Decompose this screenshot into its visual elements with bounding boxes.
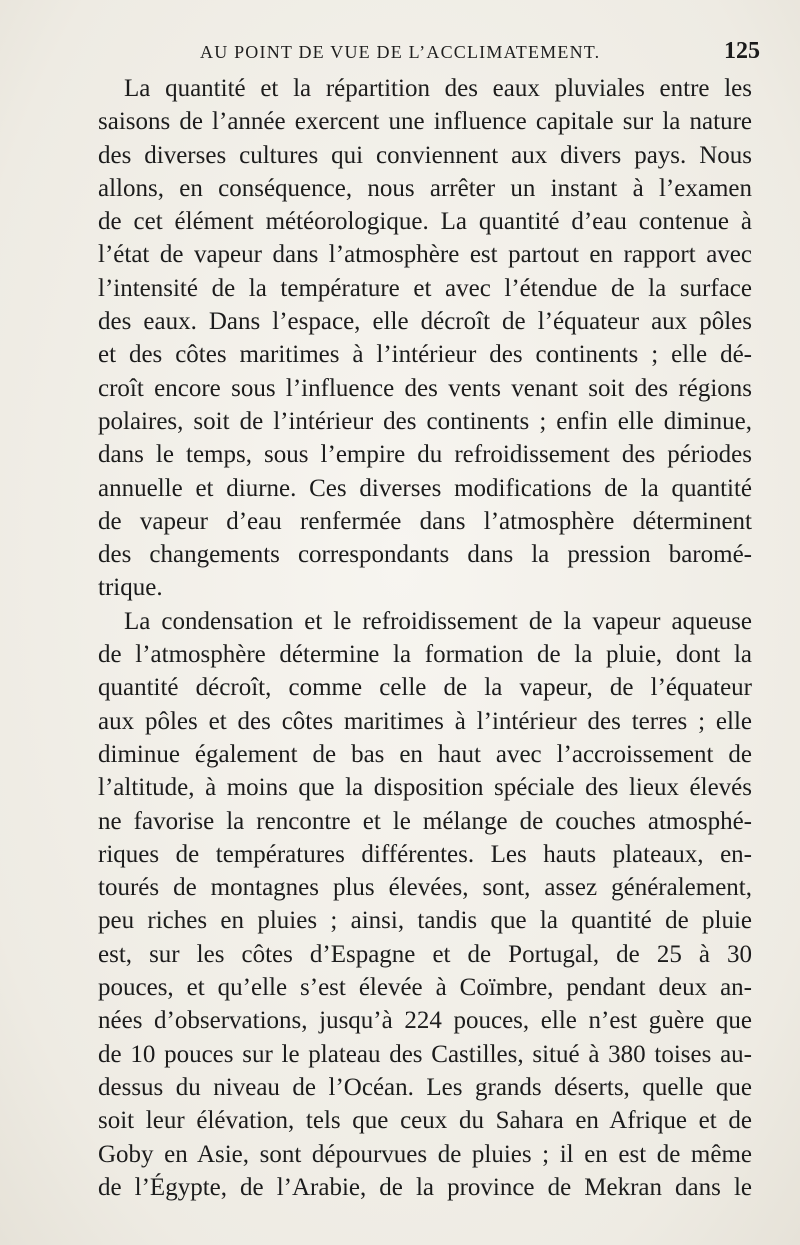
paragraph-1 <box>98 72 752 605</box>
text-line: Goby en Asie, sont dépourvues de pluies ; il en est de même <box>98 1140 752 1168</box>
text-line: des diverses cultures qui conviennent aux divers pays. Nous <box>98 141 752 169</box>
text-line: de l’atmosphère détermine la formation de la pluie, dont la <box>98 641 752 669</box>
running-title: AU POINT DE VUE DE L’ACCLIMATEMENT. <box>200 42 601 62</box>
body-text <box>98 72 752 1204</box>
text-line: tourés de montagnes plus élevées, sont, assez généralement, <box>98 874 752 902</box>
text-line: de cet élément météorologique. La quantité d’eau contenue à <box>98 208 752 236</box>
page-number: 125 <box>724 38 760 64</box>
text-line: aux pôles et des côtes maritimes à l’intérieur des terres ; elle <box>98 707 752 735</box>
text-line: polaires, soit de l’intérieur des continents ; enfin elle diminue, <box>98 407 752 435</box>
text-line: trique. <box>98 574 163 602</box>
text-line: nées d’observations, jusqu’à 224 pouces, elle n’est guère que <box>98 1007 752 1035</box>
text-line: ne favorise la rencontre et le mélange de couches atmosphé- <box>98 807 752 835</box>
text-line: et des côtes maritimes à l’intérieur des continents ; elle dé- <box>98 341 752 369</box>
paragraph-2 <box>98 605 752 1204</box>
text-line: de l’Égypte, de l’Arabie, de la province de Mekran dans le <box>98 1173 752 1201</box>
text-line: dessus du niveau de l’Océan. Les grands déserts, quelle que <box>98 1073 752 1101</box>
text-line: La quantité et la répartition des eaux pluviales entre les <box>124 75 752 102</box>
text-line: riques de températures différentes. Les hauts plateaux, en- <box>98 840 752 868</box>
text-line: est, sur les côtes d’Espagne et de Portugal, de 25 à 30 <box>98 940 752 968</box>
running-head <box>200 38 760 72</box>
text-line: diminue également de bas en haut avec l’accroissement de <box>98 740 752 768</box>
text-line: de vapeur d’eau renfermée dans l’atmosphère déterminent <box>98 507 752 535</box>
text-line: annuelle et diurne. Ces diverses modifications de la quantité <box>98 474 752 502</box>
text-line: de 10 pouces sur le plateau des Castilles, situé à 380 toises au- <box>98 1040 752 1068</box>
text-line: allons, en conséquence, nous arrêter un instant à l’examen <box>98 174 752 202</box>
text-line: l’intensité de la température et avec l’étendue de la surface <box>98 274 752 302</box>
text-line: des changements correspondants dans la pression baromé- <box>98 541 752 569</box>
text-line: quantité décroît, comme celle de la vapeur, de l’équateur <box>98 674 752 702</box>
text-line: saisons de l’année exercent une influence capitale sur la nature <box>98 108 752 136</box>
text-line: La condensation et le refroidissement de la vapeur aqueuse <box>124 607 752 635</box>
text-line: des eaux. Dans l’espace, elle décroît de l’équateur aux pôles <box>98 308 752 336</box>
text-line: l’altitude, à moins que la disposition spéciale des lieux élevés <box>98 774 752 802</box>
text-line: pouces, et qu’elle s’est élevée à Coïmbre, pendant deux an- <box>98 974 752 1002</box>
text-line: dans le temps, sous l’empire du refroidissement des périodes <box>98 441 752 469</box>
text-line: croît encore sous l’influence des vents venant soit des régions <box>98 374 752 402</box>
text-line: peu riches en pluies ; ainsi, tandis que la quantité de pluie <box>98 907 752 935</box>
text-line: soit leur élévation, tels que ceux du Sahara en Afrique et de <box>98 1107 752 1135</box>
text-line: l’état de vapeur dans l’atmosphère est partout en rapport avec <box>98 241 752 269</box>
